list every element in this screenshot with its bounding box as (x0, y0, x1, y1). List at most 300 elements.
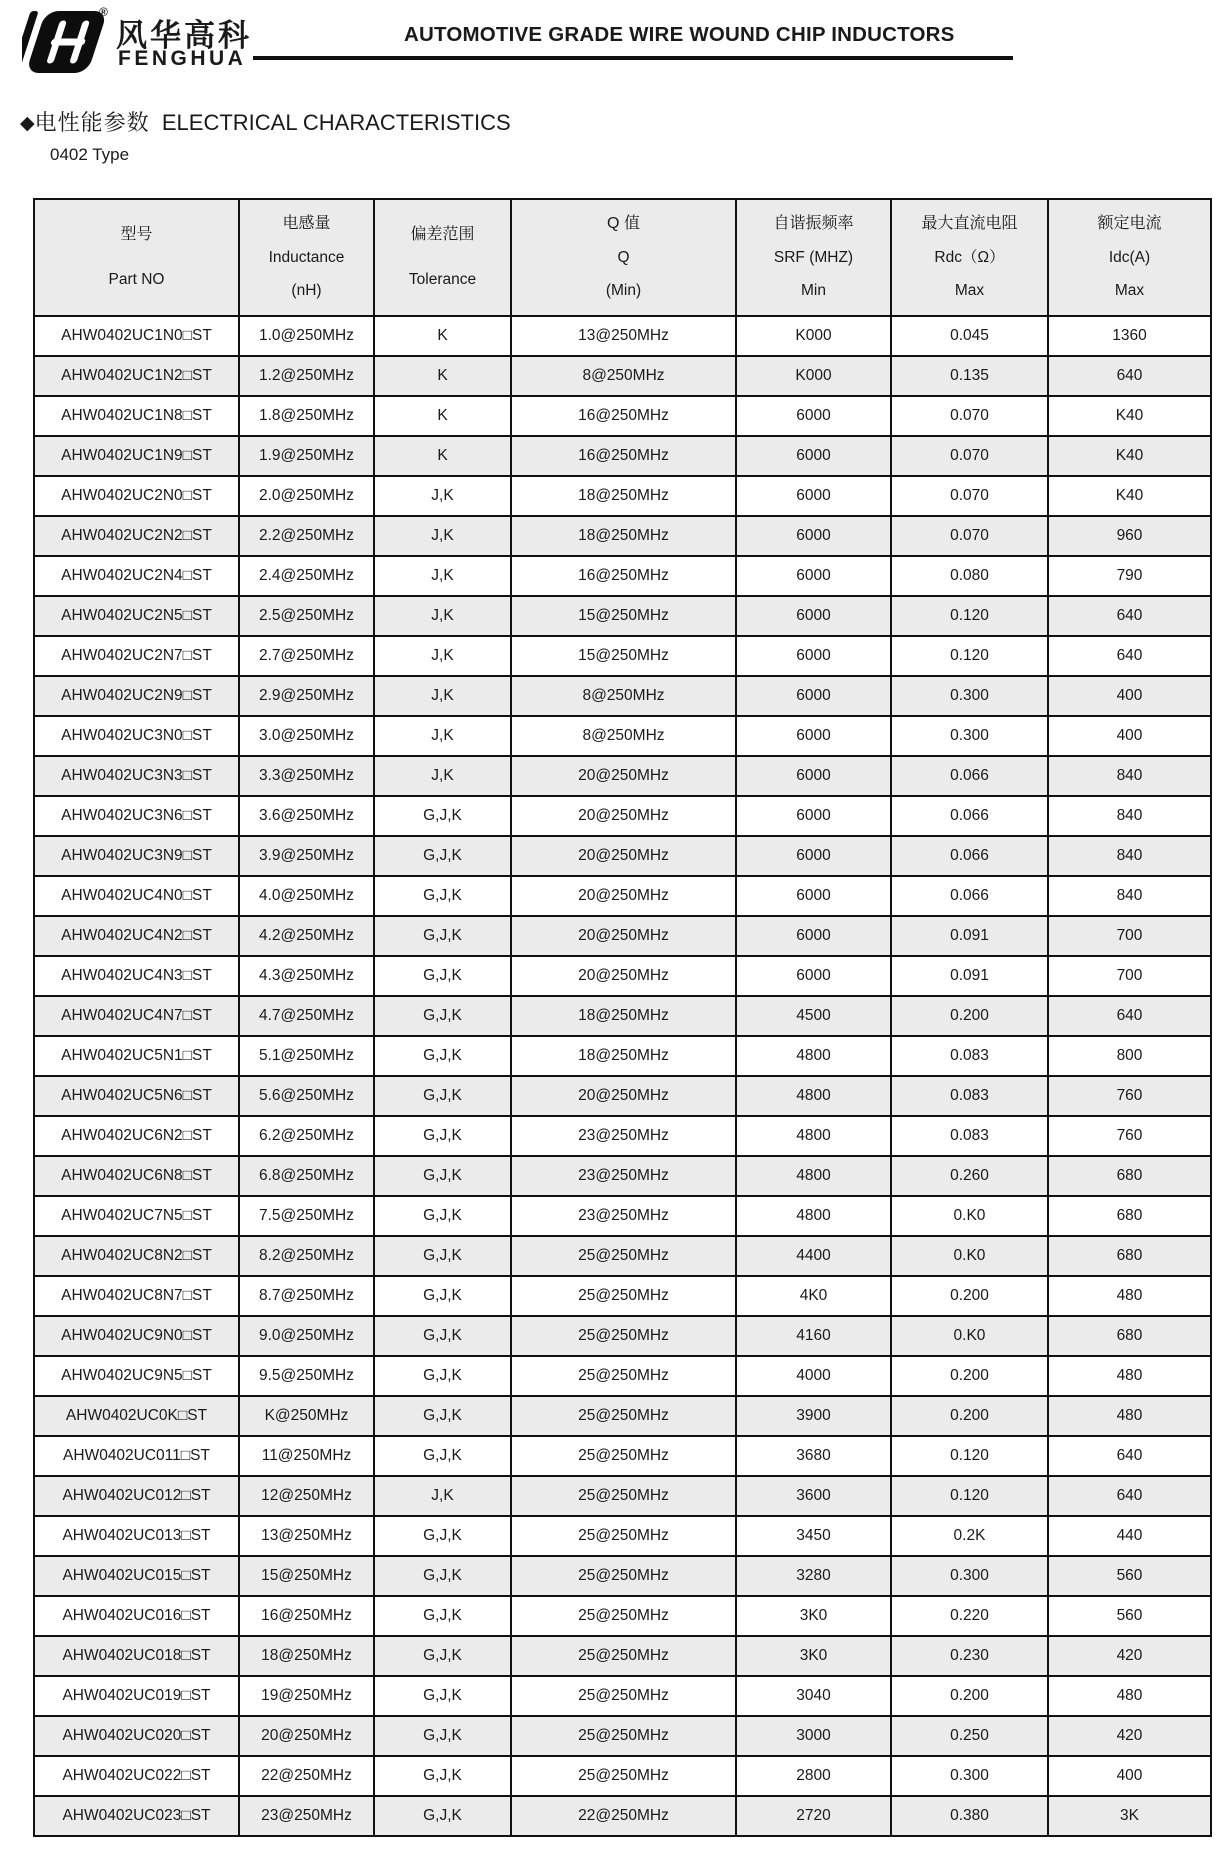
table-cell: 0.066 (891, 836, 1048, 876)
column-header-line: Rdc（Ω） (934, 248, 1005, 266)
table-cell: G,J,K (374, 1756, 511, 1796)
table-cell: J,K (374, 556, 511, 596)
section-heading-chinese: 电性能参数 (34, 110, 150, 135)
table-cell: J,K (374, 636, 511, 676)
table-cell: 4.0@250MHz (239, 876, 374, 916)
part-number-cell: AHW0402UC020□ST (34, 1716, 239, 1756)
table-cell: 0.083 (891, 1076, 1048, 1116)
table-cell: 25@250MHz (511, 1236, 736, 1276)
column-header-line: Min (801, 282, 826, 300)
table-row (34, 796, 1211, 836)
table-cell: 840 (1048, 796, 1211, 836)
table-cell: J,K (374, 756, 511, 796)
table-cell: 0.080 (891, 556, 1048, 596)
table-cell: 13@250MHz (239, 1516, 374, 1556)
table-cell: 8.7@250MHz (239, 1276, 374, 1316)
table-cell: G,J,K (374, 876, 511, 916)
table-cell: G,J,K (374, 1516, 511, 1556)
table-cell: 25@250MHz (511, 1276, 736, 1316)
section-heading (20, 106, 511, 137)
table-row (34, 1316, 1211, 1356)
part-number-cell: AHW0402UC022□ST (34, 1756, 239, 1796)
part-number-cell: AHW0402UC1N2□ST (34, 356, 239, 396)
section-heading-english: ELECTRICAL CHARACTERISTICS (161, 110, 511, 135)
table-cell: 23@250MHz (511, 1116, 736, 1156)
table-row (34, 716, 1211, 756)
table-cell: 6000 (736, 636, 891, 676)
table-cell: 25@250MHz (511, 1756, 736, 1796)
part-number-cell: AHW0402UC6N2□ST (34, 1116, 239, 1156)
table-cell: 0.250 (891, 1716, 1048, 1756)
table-row (34, 556, 1211, 596)
table-row (34, 1396, 1211, 1436)
table-cell: J,K (374, 1476, 511, 1516)
table-cell: G,J,K (374, 1196, 511, 1236)
table-cell: 400 (1048, 676, 1211, 716)
table-cell: 3450 (736, 1516, 891, 1556)
table-cell: 20@250MHz (511, 1076, 736, 1116)
table-cell: 0.120 (891, 1436, 1048, 1476)
package-type-label: 0402 Type (50, 145, 130, 164)
table-cell: 0.380 (891, 1796, 1048, 1836)
table-cell: 5.6@250MHz (239, 1076, 374, 1116)
part-number-cell: AHW0402UC5N1□ST (34, 1036, 239, 1076)
table-cell: 4800 (736, 1036, 891, 1076)
table-row (34, 996, 1211, 1036)
table-cell: 23@250MHz (511, 1196, 736, 1236)
table-cell: 25@250MHz (511, 1356, 736, 1396)
table-row (34, 596, 1211, 636)
table-cell: 0.K0 (891, 1236, 1048, 1276)
table-cell: 1360 (1048, 316, 1211, 356)
table-cell: 6000 (736, 756, 891, 796)
table-cell: 22@250MHz (511, 1796, 736, 1836)
table-cell: 18@250MHz (511, 516, 736, 556)
column-header (374, 199, 511, 316)
table-cell: 0.070 (891, 436, 1048, 476)
table-cell: 25@250MHz (511, 1396, 736, 1436)
table-cell: J,K (374, 596, 511, 636)
table-cell: 480 (1048, 1276, 1211, 1316)
table-cell: 0.070 (891, 396, 1048, 436)
table-row (34, 356, 1211, 396)
table-cell: 2.0@250MHz (239, 476, 374, 516)
table-cell: 640 (1048, 1436, 1211, 1476)
table-cell: 4000 (736, 1356, 891, 1396)
table-cell: 25@250MHz (511, 1436, 736, 1476)
part-number-cell: AHW0402UC8N2□ST (34, 1236, 239, 1276)
table-cell: 0.045 (891, 316, 1048, 356)
table-cell: 440 (1048, 1516, 1211, 1556)
table-cell: 16@250MHz (511, 556, 736, 596)
table-cell: 15@250MHz (511, 596, 736, 636)
column-header-line: Idc(A) (1108, 248, 1151, 266)
part-number-cell: AHW0402UC2N4□ST (34, 556, 239, 596)
table-cell: 25@250MHz (511, 1516, 736, 1556)
table-cell: 480 (1048, 1396, 1211, 1436)
table-cell: G,J,K (374, 956, 511, 996)
table-row (34, 1596, 1211, 1636)
part-number-cell: AHW0402UC1N9□ST (34, 436, 239, 476)
column-header-line: Q 值 (607, 214, 640, 232)
table-cell: 0.091 (891, 916, 1048, 956)
table-cell: K (374, 356, 511, 396)
table-cell: 0.230 (891, 1636, 1048, 1676)
table-cell: 0.K0 (891, 1316, 1048, 1356)
table-cell: K40 (1048, 436, 1211, 476)
table-cell: G,J,K (374, 916, 511, 956)
table-cell: G,J,K (374, 1676, 511, 1716)
table-cell: G,J,K (374, 1076, 511, 1116)
part-number-cell: AHW0402UC018□ST (34, 1636, 239, 1676)
registered-trademark-symbol: ® (99, 5, 108, 19)
column-header-line: Inductance (268, 248, 345, 266)
table-cell: 3K0 (736, 1596, 891, 1636)
table-cell: 18@250MHz (511, 1036, 736, 1076)
part-number-cell: AHW0402UC5N6□ST (34, 1076, 239, 1116)
table-cell: 25@250MHz (511, 1676, 736, 1716)
part-number-cell: AHW0402UC019□ST (34, 1676, 239, 1716)
column-header (891, 199, 1048, 316)
part-number-cell: AHW0402UC3N9□ST (34, 836, 239, 876)
table-cell: 6000 (736, 596, 891, 636)
brand-name-english: FENGHUA (118, 47, 247, 70)
table-row (34, 636, 1211, 676)
table-cell: 560 (1048, 1596, 1211, 1636)
table-cell: 0.300 (891, 716, 1048, 756)
table-cell: 3.3@250MHz (239, 756, 374, 796)
table-cell: 3K0 (736, 1636, 891, 1676)
table-cell: 680 (1048, 1196, 1211, 1236)
table-cell: G,J,K (374, 836, 511, 876)
part-number-cell: AHW0402UC2N2□ST (34, 516, 239, 556)
column-header-line: (nH) (291, 282, 322, 300)
part-number-cell: AHW0402UC7N5□ST (34, 1196, 239, 1236)
column-header (736, 199, 891, 316)
table-cell: 0.300 (891, 676, 1048, 716)
table-cell: K (374, 316, 511, 356)
column-header (239, 199, 374, 316)
table-cell: G,J,K (374, 1396, 511, 1436)
table-row (34, 756, 1211, 796)
table-cell: 960 (1048, 516, 1211, 556)
table-cell: 2.4@250MHz (239, 556, 374, 596)
table-row (34, 436, 1211, 476)
table-row (34, 476, 1211, 516)
table-cell: 680 (1048, 1316, 1211, 1356)
table-cell: G,J,K (374, 1116, 511, 1156)
table-cell: 7.5@250MHz (239, 1196, 374, 1236)
column-header-line: Tolerance (408, 271, 477, 288)
table-cell: 0.200 (891, 1356, 1048, 1396)
table-cell: 4800 (736, 1156, 891, 1196)
table-cell: G,J,K (374, 1316, 511, 1356)
table-cell: 6000 (736, 916, 891, 956)
table-cell: 680 (1048, 1236, 1211, 1276)
table-cell: J,K (374, 476, 511, 516)
table-cell: 0.260 (891, 1156, 1048, 1196)
column-header-line: 电感量 (282, 214, 331, 232)
column-header-line: 额定电流 (1097, 214, 1162, 232)
part-number-cell: AHW0402UC2N9□ST (34, 676, 239, 716)
table-row (34, 956, 1211, 996)
table-cell: 840 (1048, 876, 1211, 916)
table-cell: 3280 (736, 1556, 891, 1596)
table-cell: G,J,K (374, 1276, 511, 1316)
table-cell: 20@250MHz (239, 1716, 374, 1756)
table-cell: 0.070 (891, 476, 1048, 516)
part-number-cell: AHW0402UC011□ST (34, 1436, 239, 1476)
table-cell: K40 (1048, 476, 1211, 516)
part-number-cell: AHW0402UC3N3□ST (34, 756, 239, 796)
brand-name-chinese: 风华高科 (116, 18, 252, 53)
table-cell: 1.9@250MHz (239, 436, 374, 476)
table-cell: 790 (1048, 556, 1211, 596)
part-number-cell: AHW0402UC1N0□ST (34, 316, 239, 356)
table-cell: J,K (374, 716, 511, 756)
table-cell: 0.066 (891, 796, 1048, 836)
table-cell: 8@250MHz (511, 676, 736, 716)
part-number-cell: AHW0402UC4N2□ST (34, 916, 239, 956)
table-cell: 25@250MHz (511, 1716, 736, 1756)
column-header (34, 199, 239, 316)
table-row (34, 916, 1211, 956)
table-cell: 0.070 (891, 516, 1048, 556)
table-cell: 3040 (736, 1676, 891, 1716)
column-header-line: Max (954, 282, 985, 300)
table-row (34, 316, 1211, 356)
table-cell: 3K (1048, 1796, 1211, 1836)
table-cell: K (374, 396, 511, 436)
table-cell: 2.5@250MHz (239, 596, 374, 636)
table-cell: G,J,K (374, 796, 511, 836)
table-cell: G,J,K (374, 1156, 511, 1196)
table-cell: 25@250MHz (511, 1636, 736, 1676)
table-cell: G,J,K (374, 1036, 511, 1076)
table-cell: 4.7@250MHz (239, 996, 374, 1036)
table-cell: 640 (1048, 596, 1211, 636)
table-cell: J,K (374, 676, 511, 716)
table-cell: 6000 (736, 956, 891, 996)
table-cell: 0.083 (891, 1036, 1048, 1076)
table-cell: 640 (1048, 996, 1211, 1036)
table-row (34, 1436, 1211, 1476)
table-cell: 20@250MHz (511, 956, 736, 996)
table-cell: 760 (1048, 1076, 1211, 1116)
part-number-cell: AHW0402UC9N0□ST (34, 1316, 239, 1356)
table-cell: 2720 (736, 1796, 891, 1836)
part-number-cell: AHW0402UC023□ST (34, 1796, 239, 1836)
table-cell: G,J,K (374, 1596, 511, 1636)
table-cell: 700 (1048, 956, 1211, 996)
part-number-cell: AHW0402UC013□ST (34, 1516, 239, 1556)
table-cell: G,J,K (374, 1356, 511, 1396)
table-cell: 800 (1048, 1036, 1211, 1076)
table-cell: 19@250MHz (239, 1676, 374, 1716)
table-cell: G,J,K (374, 1796, 511, 1836)
table-cell: 640 (1048, 636, 1211, 676)
table-cell: 6000 (736, 796, 891, 836)
table-cell: 4500 (736, 996, 891, 1036)
table-cell: 1.2@250MHz (239, 356, 374, 396)
table-cell: 6000 (736, 836, 891, 876)
table-row (34, 676, 1211, 716)
table-cell: 3000 (736, 1716, 891, 1756)
column-header-line: SRF (MHZ) (773, 248, 854, 266)
part-number-cell: AHW0402UC012□ST (34, 1476, 239, 1516)
part-number-cell: AHW0402UC0K□ST (34, 1396, 239, 1436)
table-cell: 18@250MHz (511, 996, 736, 1036)
table-cell: 6000 (736, 556, 891, 596)
column-header-line: 自谐振频率 (773, 214, 854, 232)
table-cell: 20@250MHz (511, 756, 736, 796)
table-row (34, 1276, 1211, 1316)
table-cell: 1.0@250MHz (239, 316, 374, 356)
part-number-cell: AHW0402UC4N0□ST (34, 876, 239, 916)
part-number-cell: AHW0402UC2N7□ST (34, 636, 239, 676)
table-cell: G,J,K (374, 1236, 511, 1276)
table-cell: 640 (1048, 356, 1211, 396)
column-header-line: Q (617, 248, 630, 266)
table-cell: 20@250MHz (511, 916, 736, 956)
table-cell: 15@250MHz (239, 1556, 374, 1596)
part-number-cell: AHW0402UC2N0□ST (34, 476, 239, 516)
column-header-line: 最大直流电阻 (921, 214, 1018, 232)
table-cell: 0.120 (891, 636, 1048, 676)
table-cell: 22@250MHz (239, 1756, 374, 1796)
table-row (34, 1516, 1211, 1556)
part-number-cell: AHW0402UC9N5□ST (34, 1356, 239, 1396)
table-cell: 4.2@250MHz (239, 916, 374, 956)
table-row (34, 1356, 1211, 1396)
column-header-line: Max (1114, 282, 1145, 300)
table-cell: 20@250MHz (511, 836, 736, 876)
table-row (34, 836, 1211, 876)
table-cell: 6000 (736, 716, 891, 756)
table-body (34, 316, 1211, 1836)
table-cell: 4800 (736, 1196, 891, 1236)
table-cell: G,J,K (374, 1436, 511, 1476)
column-header (1048, 199, 1211, 316)
table-cell: 25@250MHz (511, 1476, 736, 1516)
table-cell: 0.200 (891, 1676, 1048, 1716)
column-header-line: (Min) (605, 282, 642, 300)
table-cell: 840 (1048, 756, 1211, 796)
table-cell: K40 (1048, 396, 1211, 436)
column-header-line: 型号 (120, 226, 153, 243)
table-row (34, 1036, 1211, 1076)
table-cell: 480 (1048, 1676, 1211, 1716)
table-cell: 0.200 (891, 1396, 1048, 1436)
table-cell: 3.0@250MHz (239, 716, 374, 756)
table-cell: 480 (1048, 1356, 1211, 1396)
table-row (34, 1236, 1211, 1276)
table-row (34, 1196, 1211, 1236)
table-row (34, 1076, 1211, 1116)
title-divider (253, 56, 1013, 60)
table-cell: 0.K0 (891, 1196, 1048, 1236)
table-cell: 18@250MHz (239, 1636, 374, 1676)
table-cell: 0.091 (891, 956, 1048, 996)
table-cell: 6000 (736, 476, 891, 516)
table-cell: 420 (1048, 1636, 1211, 1676)
table-cell: 0.300 (891, 1756, 1048, 1796)
table-cell: 420 (1048, 1716, 1211, 1756)
table-cell: 2.7@250MHz (239, 636, 374, 676)
table-row (34, 1716, 1211, 1756)
table-cell: 0.066 (891, 756, 1048, 796)
table-cell: 400 (1048, 1756, 1211, 1796)
table-cell: 2.2@250MHz (239, 516, 374, 556)
table-cell: 700 (1048, 916, 1211, 956)
table-cell: J,K (374, 516, 511, 556)
table-cell: 15@250MHz (511, 636, 736, 676)
table-cell: 16@250MHz (511, 396, 736, 436)
table-cell: 2.9@250MHz (239, 676, 374, 716)
table-cell: 20@250MHz (511, 796, 736, 836)
table-cell: 6.2@250MHz (239, 1116, 374, 1156)
table-cell: 640 (1048, 1476, 1211, 1516)
table-row (34, 1556, 1211, 1596)
table-cell: 4.3@250MHz (239, 956, 374, 996)
table-cell: 3.6@250MHz (239, 796, 374, 836)
table-cell: 0.300 (891, 1556, 1048, 1596)
table-cell: 25@250MHz (511, 1556, 736, 1596)
part-number-cell: AHW0402UC015□ST (34, 1556, 239, 1596)
table-cell: 6000 (736, 436, 891, 476)
table-cell: 3.9@250MHz (239, 836, 374, 876)
table-cell: 0.083 (891, 1116, 1048, 1156)
table-cell: K000 (736, 356, 891, 396)
table-cell: G,J,K (374, 1556, 511, 1596)
table-cell: G,J,K (374, 1716, 511, 1756)
part-number-cell: AHW0402UC3N6□ST (34, 796, 239, 836)
table-cell: 840 (1048, 836, 1211, 876)
table-cell: 0.120 (891, 1476, 1048, 1516)
table-cell: G,J,K (374, 996, 511, 1036)
table-cell: 11@250MHz (239, 1436, 374, 1476)
table-cell: 6000 (736, 396, 891, 436)
table-cell: 8@250MHz (511, 716, 736, 756)
table-cell: 6000 (736, 516, 891, 556)
document-title: AUTOMOTIVE GRADE WIRE WOUND CHIP INDUCTORS (404, 23, 955, 46)
table-cell: 8.2@250MHz (239, 1236, 374, 1276)
table-cell: 4800 (736, 1116, 891, 1156)
table-cell: 0.066 (891, 876, 1048, 916)
table-row (34, 876, 1211, 916)
part-number-cell: AHW0402UC3N0□ST (34, 716, 239, 756)
table-cell: 2800 (736, 1756, 891, 1796)
table-cell: 0.220 (891, 1596, 1048, 1636)
table-cell: 560 (1048, 1556, 1211, 1596)
table-cell: 12@250MHz (239, 1476, 374, 1516)
table-row (34, 1476, 1211, 1516)
table-row (34, 1796, 1211, 1836)
table-row (34, 1756, 1211, 1796)
column-header-line: 偏差范围 (410, 226, 475, 243)
table-cell: 8@250MHz (511, 356, 736, 396)
electrical-characteristics-table (33, 198, 1212, 1837)
table-header-row (34, 199, 1211, 316)
table-cell: 16@250MHz (239, 1596, 374, 1636)
diamond-bullet-icon: ◆ (20, 113, 35, 134)
table-cell: 680 (1048, 1156, 1211, 1196)
table-cell: 6000 (736, 876, 891, 916)
table-cell: 23@250MHz (511, 1156, 736, 1196)
part-number-cell: AHW0402UC8N7□ST (34, 1276, 239, 1316)
part-number-cell: AHW0402UC2N5□ST (34, 596, 239, 636)
table-cell: 5.1@250MHz (239, 1036, 374, 1076)
